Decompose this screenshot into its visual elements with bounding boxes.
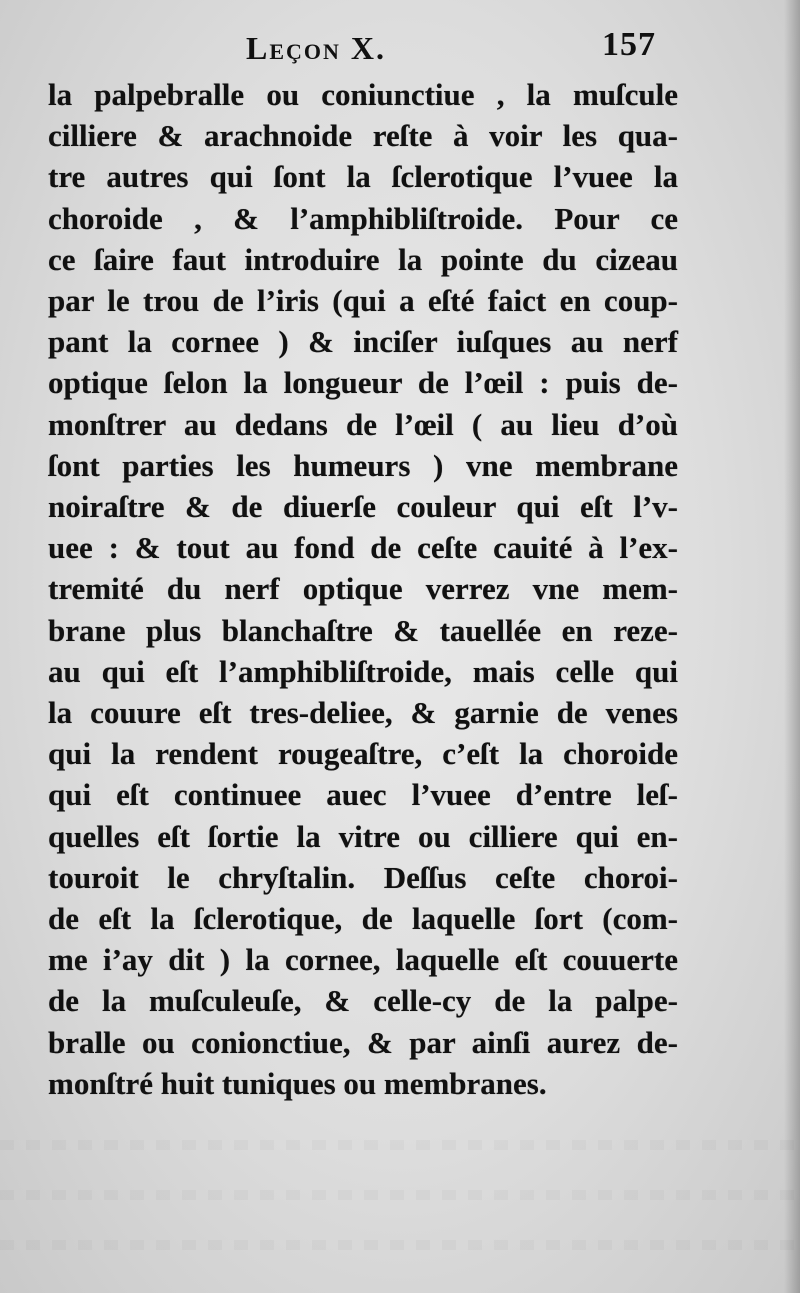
show-through-texture [0,1240,800,1250]
text-line: au qui eſt l’amphibliſtroide, mais celle qui [48,653,678,689]
text-line: pant la cornee ) & inciſer iuſques au nerf [48,324,678,360]
text-line: qui eſt continuee auec l’vuee d’entre leſ- [48,777,678,813]
text-line: cilliere & arachnoide reſte à voir les qua- [48,118,678,154]
text-line: tremité du nerf optique verrez vne mem- [48,571,678,607]
text-line: noiraſtre & de diuerſe couleur qui eſt l’v- [48,489,678,525]
text-line: par le trou de l’iris (qui a eſté faict en coup- [48,283,678,319]
text-line: ſont parties les humeurs ) vne membrane [48,447,678,483]
text-line: touroit le chryſtalin. Deſſus ceſte choroi- [48,859,678,895]
page-number: 157 [602,26,656,63]
text-line: de eſt la ſclerotique, de laquelle ſort (com- [48,901,678,937]
text-line: de la muſculeuſe, & celle-cy de la palpe- [48,983,678,1019]
running-head: Leçon X. [246,30,387,66]
text-line: optique ſelon la longueur de l’œil : puis de- [48,365,678,401]
text-block [48,74,678,1104]
text-line: uee : & tout au fond de ceſte cauité à l’ex- [48,530,678,566]
page-edge-shadow [784,0,800,1293]
show-through-texture [0,1190,800,1200]
text-line: tre autres qui ſont la ſclerotique l’vuee la [48,159,678,195]
text-line: bralle ou conionctiue, & par ainſi aurez de- [48,1024,678,1060]
text-line: me i’ay dit ) la cornee, laquelle eſt couuerte [48,942,678,978]
text-line: ce ſaire faut introduire la pointe du cizeau [48,241,678,277]
text-line last-line: monſtré huit tuniques ou membranes. [48,1065,547,1101]
text-line: quelles eſt ſortie la vitre ou cilliere qui en- [48,818,678,854]
text-line: monſtrer au dedans de l’œil ( au lieu d’où [48,406,678,442]
text-line: choroide , & l’amphibliſtroide. Pour ce [48,200,678,236]
text-line: la palpebralle ou coniunctiue , la muſcule [48,77,678,112]
text-line: la couure eſt tres-deliee, & garnie de venes [48,695,678,731]
text-line: brane plus blanchaſtre & tauellée en reze- [48,612,678,648]
page-header [0,22,800,82]
text-line: qui la rendent rougeaſtre, c’eſt la choroide [48,736,678,772]
show-through-texture [0,1140,800,1150]
